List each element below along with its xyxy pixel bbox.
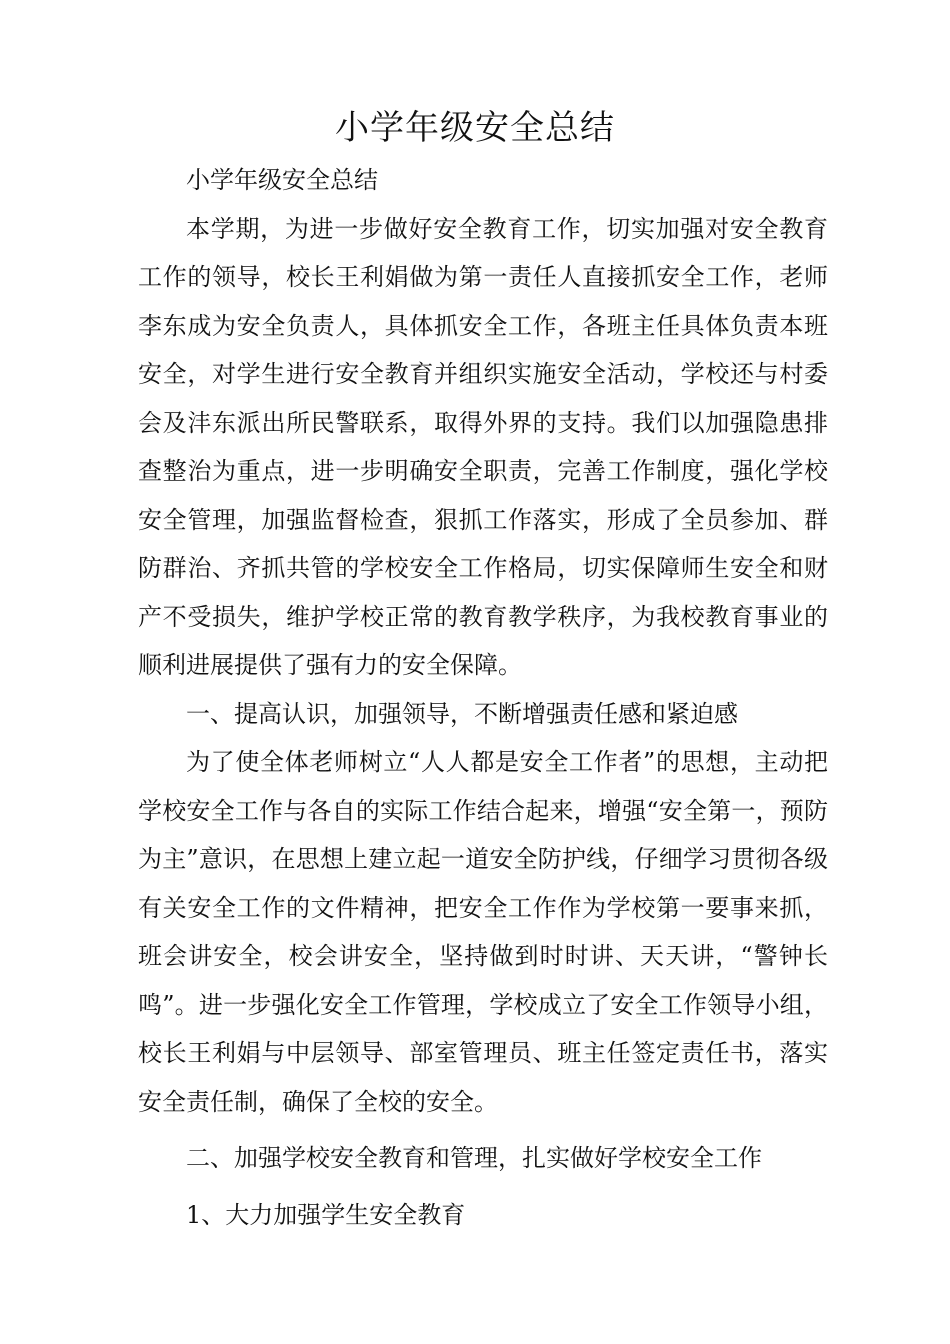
section-1-paragraph: 为了使全体老师树立“人人都是安全工作者”的思想，主动把学校安全工作与各自的实际工作结合起来，增强“安全第一，预防为主”意识，在思想上建立起一道安全防护线，仔细学习贯彻各级有关安全工作的文件精神，把安全工作作为学校第一要事来抓，班会讲安全，校会讲安全，坚持做到时时讲、天天讲，“警钟长鸣”。进一步强化安全工作管理，学校成立了安全工作领导小组，校长王利娟与中层领导、部室管理员、班主任签定责任书，落实安全责任制，确保了全校的安全。 (138, 748, 828, 1116)
document-body (138, 156, 828, 1239)
subtitle-paragraph: 小学年级安全总结 (186, 166, 378, 194)
section-heading-1: 一、提高认识，加强领导，不断增强责任感和紧迫感 (186, 699, 738, 728)
document-title: 小学年级安全总结 (335, 108, 615, 148)
subsection-heading-1: 1、大力加强学生安全教育 (186, 1200, 466, 1229)
section-heading-2: 二、加强学校安全教育和管理，扎实做好学校安全工作 (186, 1144, 762, 1172)
intro-paragraph: 本学期，为进一步做好安全教育工作，切实加强对安全教育工作的领导，校长王利娟做为第一责任人直接抓安全工作，老师李东成为安全负责人，具体抓安全工作，各班主任具体负责本班安全，对学生进行安全教育并组织实施安全活动，学校还与村委会及沣东派出所民警联系，取得外界的支持。我们以加强隐患排查整治为重点，进一步明确安全职责，完善工作制度，强化学校安全管理，加强监督检查，狠抓工作落实，形成了全员参加、群防群治、齐抓共管的学校安全工作格局，切实保障师生安全和财产不受损失，维护学校正常的教育教学秩序，为我校教育事业的顺利进展提供了强有力的安全保障。 (138, 214, 828, 679)
